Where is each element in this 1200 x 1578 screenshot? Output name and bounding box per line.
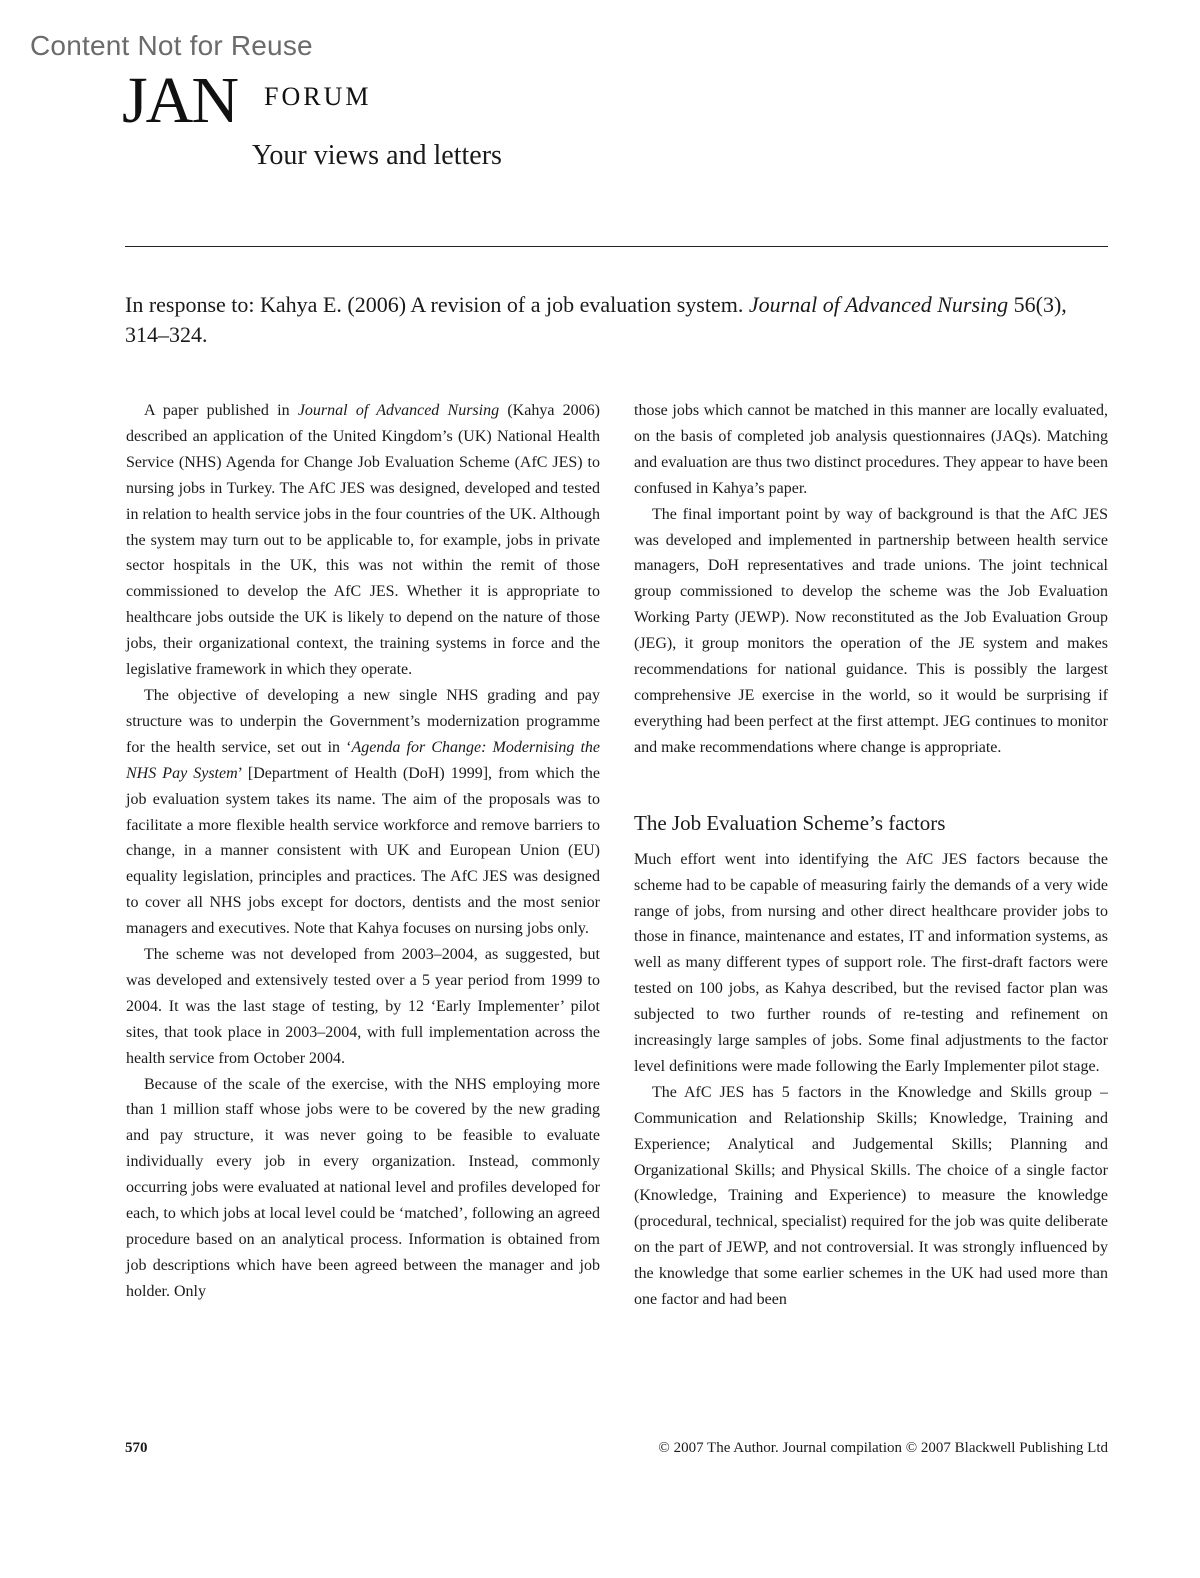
page-number: 570 — [125, 1440, 148, 1456]
right-column — [634, 398, 1108, 1313]
paragraph: The AfC JES has 5 factors in the Knowledge and Skills group – Communication and Relationship Skills; Knowledge, Training and Experience; Analytical and Judgemental Skills; Planning and Organizational Skills; and Physical Skills. The choice of a single factor (Knowledge, Training and Experience) to measure the knowledge (procedural, technical, specialist) required for the job was quite deliberate on the part of JEWP, and not controversial. It was strongly influenced by the knowledge that some earlier schemes in the UK had used more than one factor and had been — [634, 1083, 1108, 1309]
journal-title: Journal of Advanced Nursing — [297, 402, 500, 419]
paragraph: Much effort went into identifying the AfC JES factors because the scheme had to be capable of measuring fairly the demands of a very wide range of jobs, from nursing and other direct healthcare provider jobs to those in finance, maintenance and estates, IT and information systems, as well as many different types of support role. The first-draft factors were tested on 100 jobs, as Kahya described, but the revised factor plan was subjected to two further rounds of re-testing and refinement on increasingly large samples of jobs. Some final adjustments to the factor level definitions were made following the Early Implementer pilot stage. — [634, 850, 1108, 1075]
paragraph: The objective of developing a new single NHS grading and pay structure was to underpin the Government’s modernization programme for the health service, set out in ‘Agenda for Change: Modernising the NHS Pay System’ [Department of Health (DoH) 1999], from which the job evaluation system takes its name. The aim of the proposals was to facilitate a more flexible health service workforce and remove barriers to change, in a manner consistent with UK and European Union (EU) equality legislation, principles and practices. The AfC JES was designed to cover all NHS jobs except for doctors, dentists and the most senior managers and executives. Note that Kahya focuses on nursing jobs only. — [126, 686, 601, 938]
left-column — [126, 398, 600, 1305]
logo-jan: JAN — [122, 64, 238, 137]
reference-prefix: In response to: Kahya E. (2006) A revision of a job evaluation system. — [125, 292, 744, 317]
report-title: Agenda for Change: Modernising the NHS Pay System — [126, 738, 601, 782]
header-divider — [125, 246, 1108, 247]
watermark: Content Not for Reuse — [30, 30, 313, 61]
reference-citation: 56(3), 314–324. — [125, 292, 1067, 347]
section-subtitle: Your views and letters — [252, 140, 502, 171]
section-heading: The Job Evaluation Scheme’s factors — [634, 810, 946, 835]
copyright-notice: © 2007 The Author. Journal compilation © 2007 Blackwell Publishing Ltd — [658, 1440, 1108, 1456]
page-footer — [125, 1440, 1108, 1457]
paragraph: those jobs which cannot be matched in this manner are locally evaluated, on the basis of completed job analysis questionnaires (JAQs). Matching and evaluation are thus two distinct procedures. They appear to have been confused in Kahya’s paper. — [634, 402, 1108, 497]
paragraph: The scheme was not developed from 2003–2004, as suggested, but was developed and extensively tested over a 5 year period from 1999 to 2004. It was the last stage of testing, by 12 ‘Early Implementer’ pilot sites, that took place in 2003–2004, with full implementation across the health service from October 2004. — [126, 946, 600, 1067]
paragraph: A paper published in Journal of Advanced Nursing (Kahya 2006) described an application of the United Kingdom’s (UK) National Health Service (NHS) Agenda for Change Job Evaluation Scheme (AfC JES) to nursing jobs in Turkey. The AfC JES was designed, developed and tested in relation to health service jobs in the four countries of the UK. Although the system may turn out to be applicable to, for example, jobs in private sector hospitals in the UK, this was not within the remit of those commissioned to develop the AfC JES. Whether it is appropriate to healthcare jobs outside the UK is likely to depend on the nature of those jobs, their organizational context, the training systems in force and the legislative framework in which they operate. — [126, 402, 600, 679]
reference-journal: Journal of Advanced Nursing — [748, 292, 1009, 317]
paragraph: The final important point by way of background is that the AfC JES was developed and implemented in partnership between health service managers, DoH representatives and trade unions. The joint technical group commissioned to develop the scheme was the Job Evaluation Working Party (JEWP). Now reconstituted as the Job Evaluation Group (JEG), it group monitors the operation of the JE system and makes recommendations for national guidance. This is possibly the largest comprehensive JE exercise in the world, so it would be surprising if everything had been perfect at the first attempt. JEG continues to monitor and make recommendations where change is appropriate. — [634, 505, 1108, 756]
logo-forum: FORUM — [264, 82, 372, 111]
response-reference — [125, 290, 1110, 350]
paragraph: Because of the scale of the exercise, with the NHS employing more than 1 million staff whose jobs were to be covered by the new grading and pay structure, it was never going to be feasible to evaluate individually every job in every organization. Instead, commonly occurring jobs were evaluated at national level and profiles developed for each, to which jobs at local level could be ‘matched’, following an agreed procedure based on an analytical process. Information is obtained from job descriptions which have been agreed between the manager and job holder. Only — [126, 1075, 600, 1300]
